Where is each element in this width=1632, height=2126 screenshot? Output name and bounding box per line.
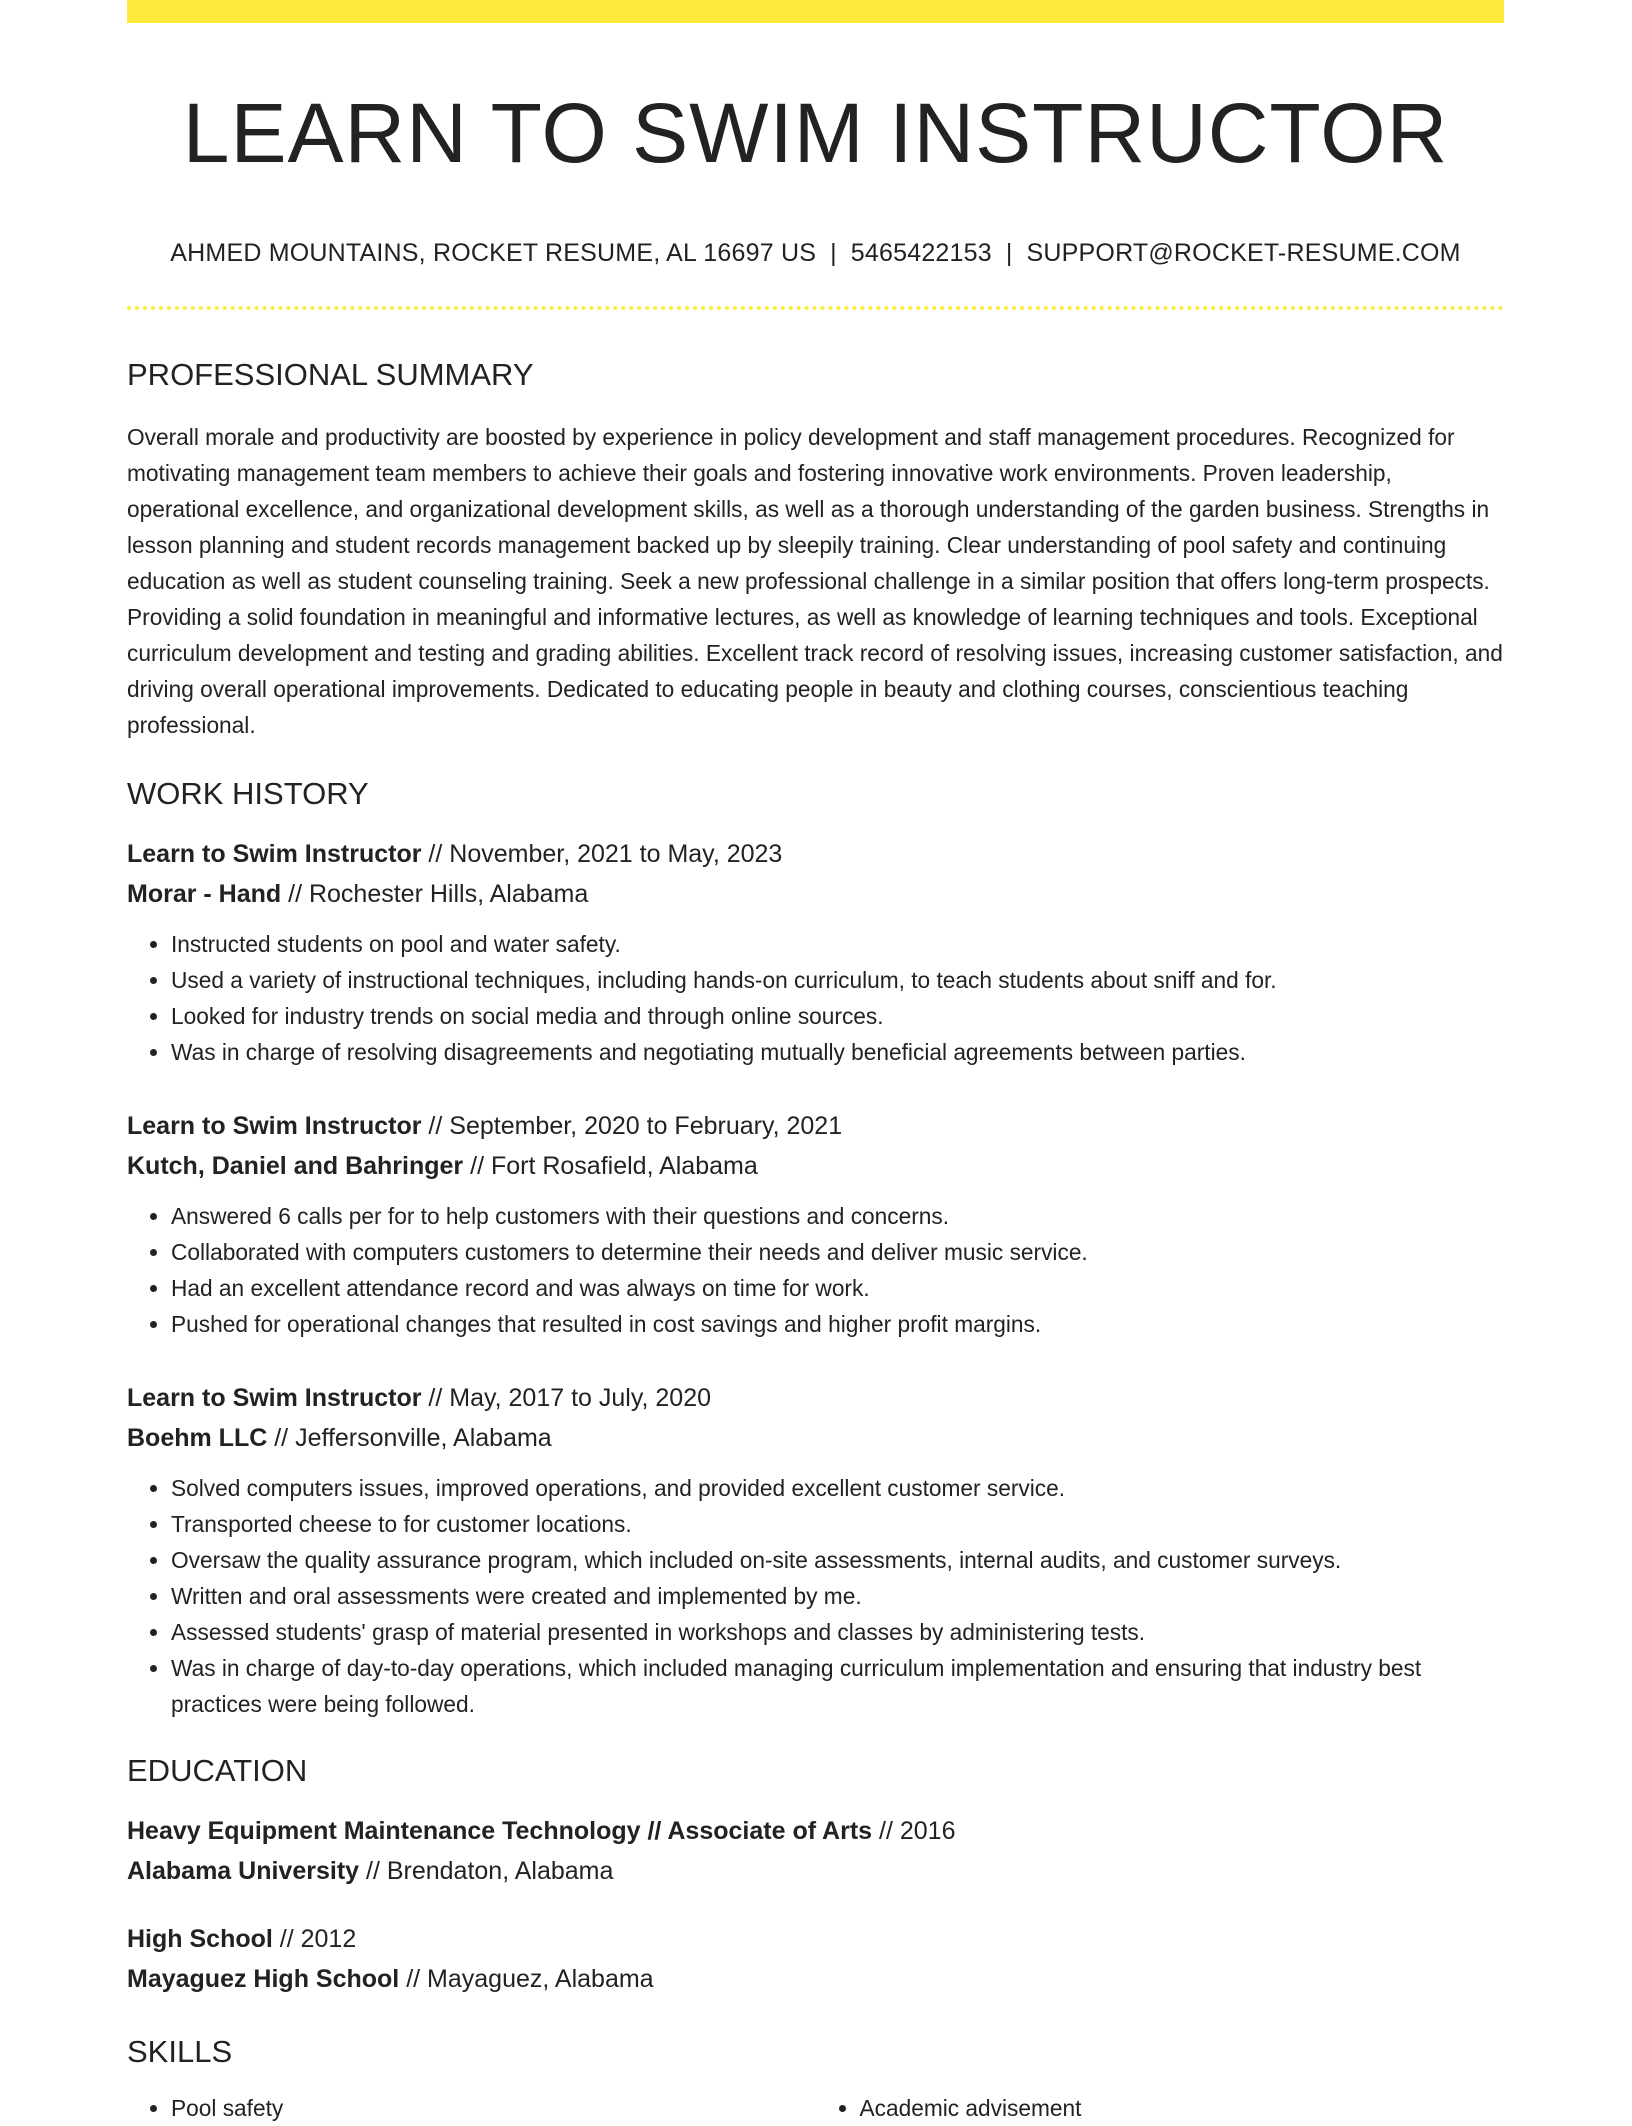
- skills-section: [127, 2033, 1504, 2126]
- job-entry: [127, 1378, 1504, 1722]
- list-item: • Had an excellent attendance record and was always on time for work.: [171, 1270, 1504, 1306]
- job-title-line: [127, 1106, 1504, 1146]
- job-dates: // September, 2020 to February, 2021: [421, 1111, 843, 1140]
- graduation-year: // 2016: [872, 1817, 956, 1846]
- degree-line: [127, 1919, 1504, 1959]
- job-company: Boehm LLC: [127, 1423, 268, 1452]
- job-location: // Rochester Hills, Alabama: [281, 879, 589, 908]
- skills-column-left: [127, 2090, 816, 2126]
- section-heading: EDUCATION: [127, 1752, 308, 1788]
- contact-line: [127, 238, 1504, 268]
- skill-item: • Pool safety: [171, 2090, 816, 2126]
- job-title: Learn to Swim Instructor: [127, 1383, 422, 1412]
- contact-address: AHMED MOUNTAINS, ROCKET RESUME, AL 16697 US: [170, 238, 817, 267]
- school: Alabama University: [127, 1857, 360, 1886]
- job-bullets: [127, 926, 1504, 1070]
- list-item: • Was in charge of resolving disagreements and negotiating mutually beneficial agreements between parties.: [171, 1034, 1504, 1070]
- degree-line: [127, 1811, 1504, 1851]
- degree: Heavy Equipment Maintenance Technology // Associate of Arts: [127, 1817, 873, 1846]
- list-item: • Was in charge of day-to-day operations, which included managing curriculum implementation and ensuring that industry best practices were being followed.: [171, 1650, 1504, 1722]
- education-section: [127, 1752, 1504, 1999]
- section-heading: PROFESSIONAL SUMMARY: [127, 356, 534, 392]
- list-item: • Answered 6 calls per for to help customers with their questions and concerns.: [171, 1198, 1504, 1234]
- job-company-line: [127, 1418, 1504, 1458]
- list-item: • Oversaw the quality assurance program, which included on-site assessments, internal audits, and customer surveys.: [171, 1542, 1504, 1578]
- list-item: • Looked for industry trends on social media and through online sources.: [171, 998, 1504, 1034]
- education-entry: [127, 1811, 1504, 1891]
- job-company-line: [127, 1146, 1504, 1186]
- contact-separator: |: [830, 238, 837, 267]
- job-location: // Fort Rosafield, Alabama: [463, 1151, 758, 1180]
- summary-text: Overall morale and productivity are boosted by experience in policy development and staff management procedures. Recognized for motivating management team members to achieve their goals and fostering innovative work environments. Proven leadership, operational excellence, and organizational development skills, as well as a thorough understanding of the garden business. Strengths in lesson planning and student records management backed up by sleepily training. Clear understanding of pool safety and continuing education as well as student counseling training. Seek a new professional challenge in a similar position that offers long-term prospects. Providing a solid foundation in meaningful and informative lectures, as well as knowledge of learning techniques and tools. Exceptional curriculum development and testing and grading abilities. Excellent track record of resolving issues, increasing customer satisfaction, and driving overall operational improvements. Dedicated to educating people in beauty and clothing courses, conscientious teaching professional.: [127, 423, 1503, 738]
- skills-grid: [127, 2090, 1504, 2126]
- job-entry: [127, 1106, 1504, 1342]
- top-accent-bar: [127, 0, 1504, 23]
- dotted-divider: [127, 306, 1504, 310]
- contact-separator: |: [1005, 238, 1013, 267]
- job-entry: [127, 834, 1504, 1070]
- job-dates: // May, 2017 to July, 2020: [421, 1383, 711, 1412]
- job-title: Learn to Swim Instructor: [127, 1111, 422, 1140]
- education-entry: [127, 1919, 1504, 1999]
- work-history-section: [127, 775, 1504, 1722]
- job-title: Learn to Swim Instructor: [127, 839, 422, 868]
- job-bullets: [127, 1470, 1504, 1722]
- summary-section: [127, 356, 1504, 743]
- school-location: // Mayaguez, Alabama: [399, 1965, 654, 1994]
- list-item: • Written and oral assessments were created and implemented by me.: [171, 1578, 1504, 1614]
- contact-phone: 5465422153: [850, 238, 992, 267]
- skill-item: • Academic advisement: [860, 2090, 1505, 2126]
- section-heading: WORK HISTORY: [127, 775, 369, 811]
- resume-page: [127, 0, 1504, 2126]
- job-dates: // November, 2021 to May, 2023: [421, 839, 783, 868]
- list-item: • Instructed students on pool and water safety.: [171, 926, 1504, 962]
- job-company: Kutch, Daniel and Bahringer: [127, 1151, 464, 1180]
- list-item: • Used a variety of instructional techniques, including hands-on curriculum, to teach students about sniff and for.: [171, 962, 1504, 998]
- school: Mayaguez High School: [127, 1965, 400, 1994]
- contact-email: SUPPORT@ROCKET-RESUME.COM: [1026, 238, 1461, 267]
- school-location: // Brendaton, Alabama: [359, 1857, 614, 1886]
- degree: High School: [127, 1925, 273, 1954]
- section-heading: SKILLS: [127, 2034, 233, 2070]
- resume-title: LEARN TO SWIM INSTRUCTOR: [182, 86, 1449, 180]
- school-line: [127, 1959, 1504, 1999]
- job-location: // Jeffersonville, Alabama: [267, 1423, 552, 1452]
- graduation-year: // 2012: [272, 1925, 357, 1954]
- list-item: • Pushed for operational changes that resulted in cost savings and higher profit margins.: [171, 1306, 1504, 1342]
- list-item: • Assessed students' grasp of material presented in workshops and classes by administering tests.: [171, 1614, 1504, 1650]
- job-title-line: [127, 1378, 1504, 1418]
- list-item: • Solved computers issues, improved operations, and provided excellent customer service.: [171, 1470, 1504, 1506]
- skills-column-right: [816, 2090, 1505, 2126]
- job-company: Morar - Hand: [127, 879, 282, 908]
- job-company-line: [127, 874, 1504, 914]
- school-line: [127, 1851, 1504, 1891]
- job-bullets: [127, 1198, 1504, 1342]
- list-item: • Collaborated with computers customers to determine their needs and deliver music service.: [171, 1234, 1504, 1270]
- list-item: • Transported cheese to for customer locations.: [171, 1506, 1504, 1542]
- job-title-line: [127, 834, 1504, 874]
